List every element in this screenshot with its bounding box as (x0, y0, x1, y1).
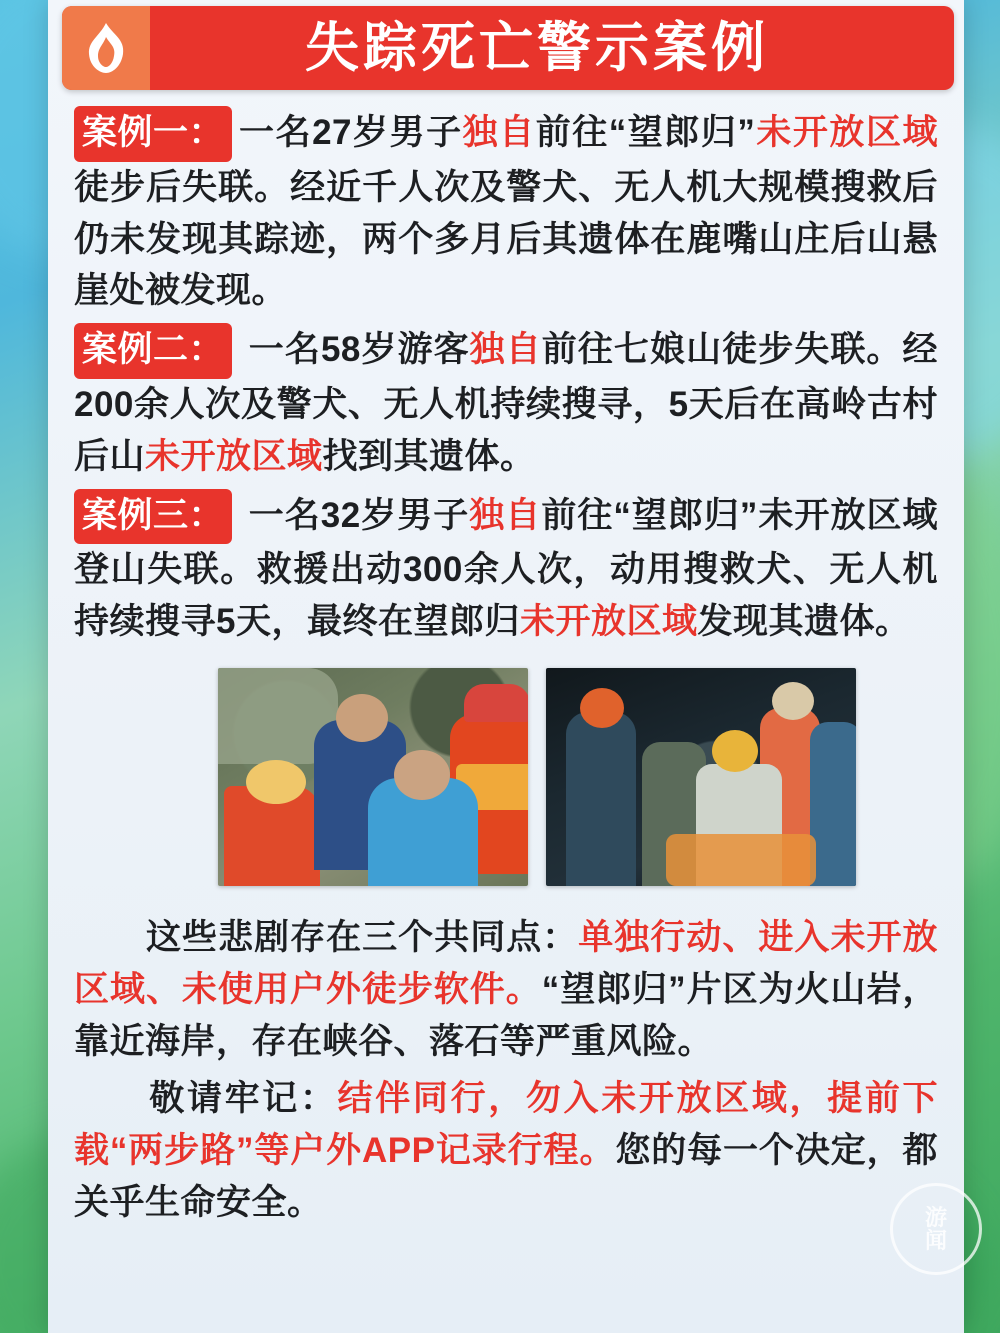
page-title: 失踪死亡警示案例 (305, 18, 769, 78)
photo-shape (246, 760, 306, 804)
case-text: 一名58岁游客 (238, 330, 470, 370)
watermark (890, 1183, 982, 1275)
case-text-highlight: 未开放区域 (145, 436, 323, 476)
case-text-highlight: 未开放区域 (755, 113, 938, 152)
watermark-line-1: 游 (924, 1204, 947, 1230)
photo-shape (464, 684, 528, 722)
photo-shape (772, 682, 814, 720)
case-text: 前往“望郎归” (535, 113, 756, 152)
photo-shape (712, 730, 758, 772)
sign-body (48, 90, 964, 648)
photo-shape (394, 750, 450, 800)
case-paragraph-2 (74, 323, 938, 482)
case-text-highlight: 未开放区域 (519, 602, 698, 642)
case-text: 发现其遗体。 (697, 602, 911, 642)
case-tag-1: 案例一： (74, 106, 232, 162)
case-text: 一名27岁男子 (238, 113, 463, 152)
rescue-photo-daytime (218, 668, 528, 886)
photo-shape (666, 834, 816, 886)
summary-highlight: 单独行动、进入未开放区域、未使用户外徒步软件。 (74, 917, 938, 1009)
flame-icon (62, 6, 150, 90)
photo-row (48, 654, 964, 896)
summary-paragraph (74, 912, 938, 1067)
case-text: 前往七娘山徒步失联。经200余人次及警犬、无人机持续搜寻，5天后在高岭古村后山 (74, 330, 938, 476)
flame-icon-svg (83, 21, 129, 75)
case-tag-3: 案例三： (74, 489, 232, 545)
rescue-photo-night (546, 668, 856, 886)
photo-shape (566, 712, 636, 886)
photo-shape (810, 722, 856, 886)
reminder-text: 敬请牢记： (74, 1079, 338, 1119)
warning-sign-panel (48, 0, 964, 1333)
summary-text: “望郎归”片区为火山岩，靠近海岸，存在峡谷、落石等严重风险。 (74, 969, 938, 1061)
case-text-highlight: 独自 (469, 495, 542, 535)
summary-text: 这些悲剧存在三个共同点： (74, 917, 579, 957)
reminder-highlight: 结伴同行，勿入未开放区域，提前下载“两步路”等户外APP记录行程。 (74, 1079, 938, 1171)
case-text: 前往“望郎归”未开放区域登山失联。救援出动300余人次，动用搜救犬、无人机持续搜寻5天，最终在望郎归 (74, 495, 938, 642)
case-text: 找到其遗体。 (322, 436, 536, 476)
sign-footer (48, 896, 964, 1229)
photo-shape (336, 694, 388, 742)
case-paragraph-1 (74, 106, 938, 317)
watermark-line-2: 闻 (924, 1228, 947, 1253)
case-paragraph-3 (74, 489, 938, 648)
case-text-highlight: 独自 (469, 330, 542, 370)
reminder-paragraph (74, 1073, 938, 1228)
case-tag-2: 案例二： (74, 323, 232, 379)
reminder-text: 您的每一个决定，都关乎生命安全。 (74, 1131, 938, 1222)
banner (62, 6, 954, 90)
photo-shape (580, 688, 624, 728)
case-text-highlight: 独自 (462, 113, 536, 152)
case-text: 一名32岁男子 (238, 495, 470, 535)
case-text: 徒步后失联。经近千人次及警犬、无人机大规模搜救后仍未发现其踪迹，两个多月后其遗体在鹿嘴山庄后山悬崖处被发现。 (74, 167, 938, 311)
